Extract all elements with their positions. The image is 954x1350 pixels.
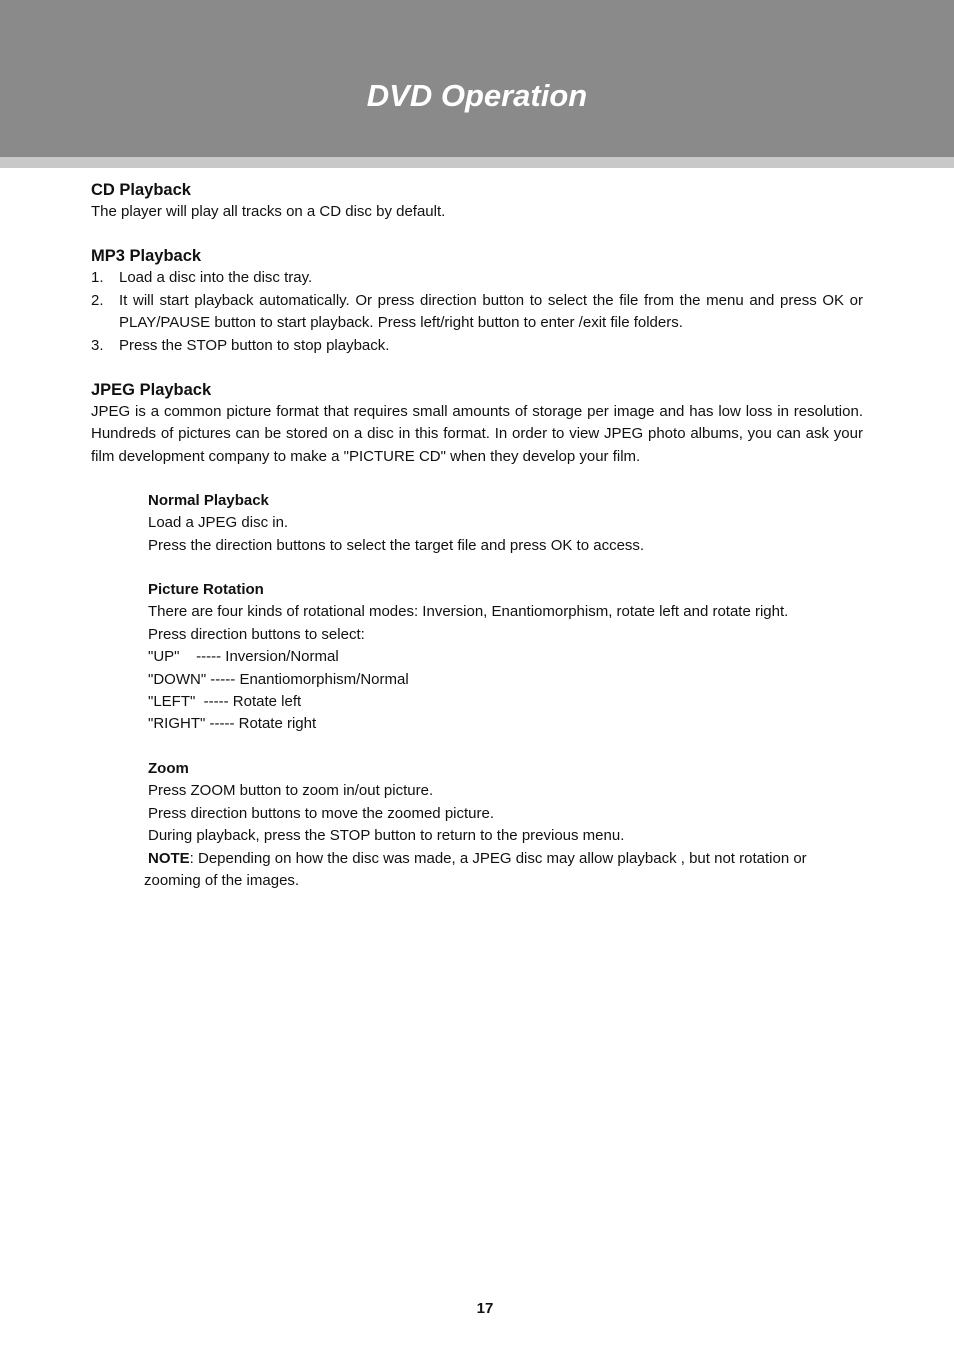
page-title: DVD Operation (366, 78, 588, 113)
step-number: 1. (91, 269, 104, 287)
rotation-line: Press direction buttons to select: (148, 625, 365, 643)
list-item (91, 267, 863, 289)
list-item (91, 290, 863, 335)
jpeg-intro-text: JPEG is a common picture format that requires small amounts of storage per image and has low loss in resolution. Hundreds of pictures can be stored on a disc in this format. In order to view JPEG photo albums, you can ask your film development company to make a "PICTURE CD" when they develop your film. (91, 403, 863, 465)
mp3-playback-section (91, 245, 863, 357)
rotation-mode-right: "RIGHT" ----- Rotate right (148, 715, 317, 733)
note-text: : Depending on how the disc was made, a JPEG disc may allow playback , but not rotation or zooming of the images. (144, 849, 807, 889)
header-stripe (0, 157, 954, 168)
zoom-section (144, 758, 863, 892)
zoom-line: Press direction buttons to move the zoomed picture. (148, 804, 495, 822)
normal-line: Press the direction buttons to select the target file and press OK to access. (148, 536, 645, 554)
cd-playback-text: The player will play all tracks on a CD disc by default. (91, 203, 446, 220)
zoom-heading: Zoom (148, 760, 189, 778)
list-item (91, 335, 863, 357)
normal-playback-heading: Normal Playback (148, 492, 269, 510)
rotation-mode-up: "UP" ----- Inversion/Normal (148, 648, 339, 666)
cd-playback-section (91, 179, 863, 223)
step-text: Press the STOP button to stop playback. (119, 336, 390, 354)
step-number: 3. (91, 336, 104, 354)
normal-playback-section (148, 490, 863, 557)
step-text: Load a disc into the disc tray. (119, 269, 313, 287)
mp3-steps-list (91, 267, 863, 357)
rotation-mode-left: "LEFT" ----- Rotate left (148, 693, 302, 711)
picture-rotation-heading: Picture Rotation (148, 581, 264, 599)
step-number: 2. (91, 291, 104, 309)
jpeg-playback-section (91, 379, 863, 468)
page-content (91, 179, 863, 915)
rotation-line: There are four kinds of rotational modes: Inversion, Enantiomorphism, rotate left and rotate right. (148, 603, 789, 621)
page-number: 17 (476, 1300, 494, 1317)
rotation-mode-down: "DOWN" ----- Enantiomorphism/Normal (148, 670, 409, 688)
jpeg-playback-heading: JPEG Playback (91, 381, 212, 400)
picture-rotation-section (148, 579, 863, 735)
mp3-playback-heading: MP3 Playback (91, 247, 202, 266)
step-text: It will start playback automatically. Or press direction button to select the file from the menu and press OK or PLAY/PAUSE button to start playback. Press left/right button to enter /exit file folders. (119, 291, 863, 332)
zoom-line: During playback, press the STOP button to return to the previous menu. (148, 827, 625, 845)
jpeg-subsections (144, 490, 863, 892)
normal-line: Load a JPEG disc in. (148, 514, 289, 532)
note-paragraph (144, 848, 863, 893)
cd-playback-heading: CD Playback (91, 181, 191, 199)
zoom-line: Press ZOOM button to zoom in/out picture. (148, 782, 434, 800)
note-label: NOTE (148, 849, 190, 867)
